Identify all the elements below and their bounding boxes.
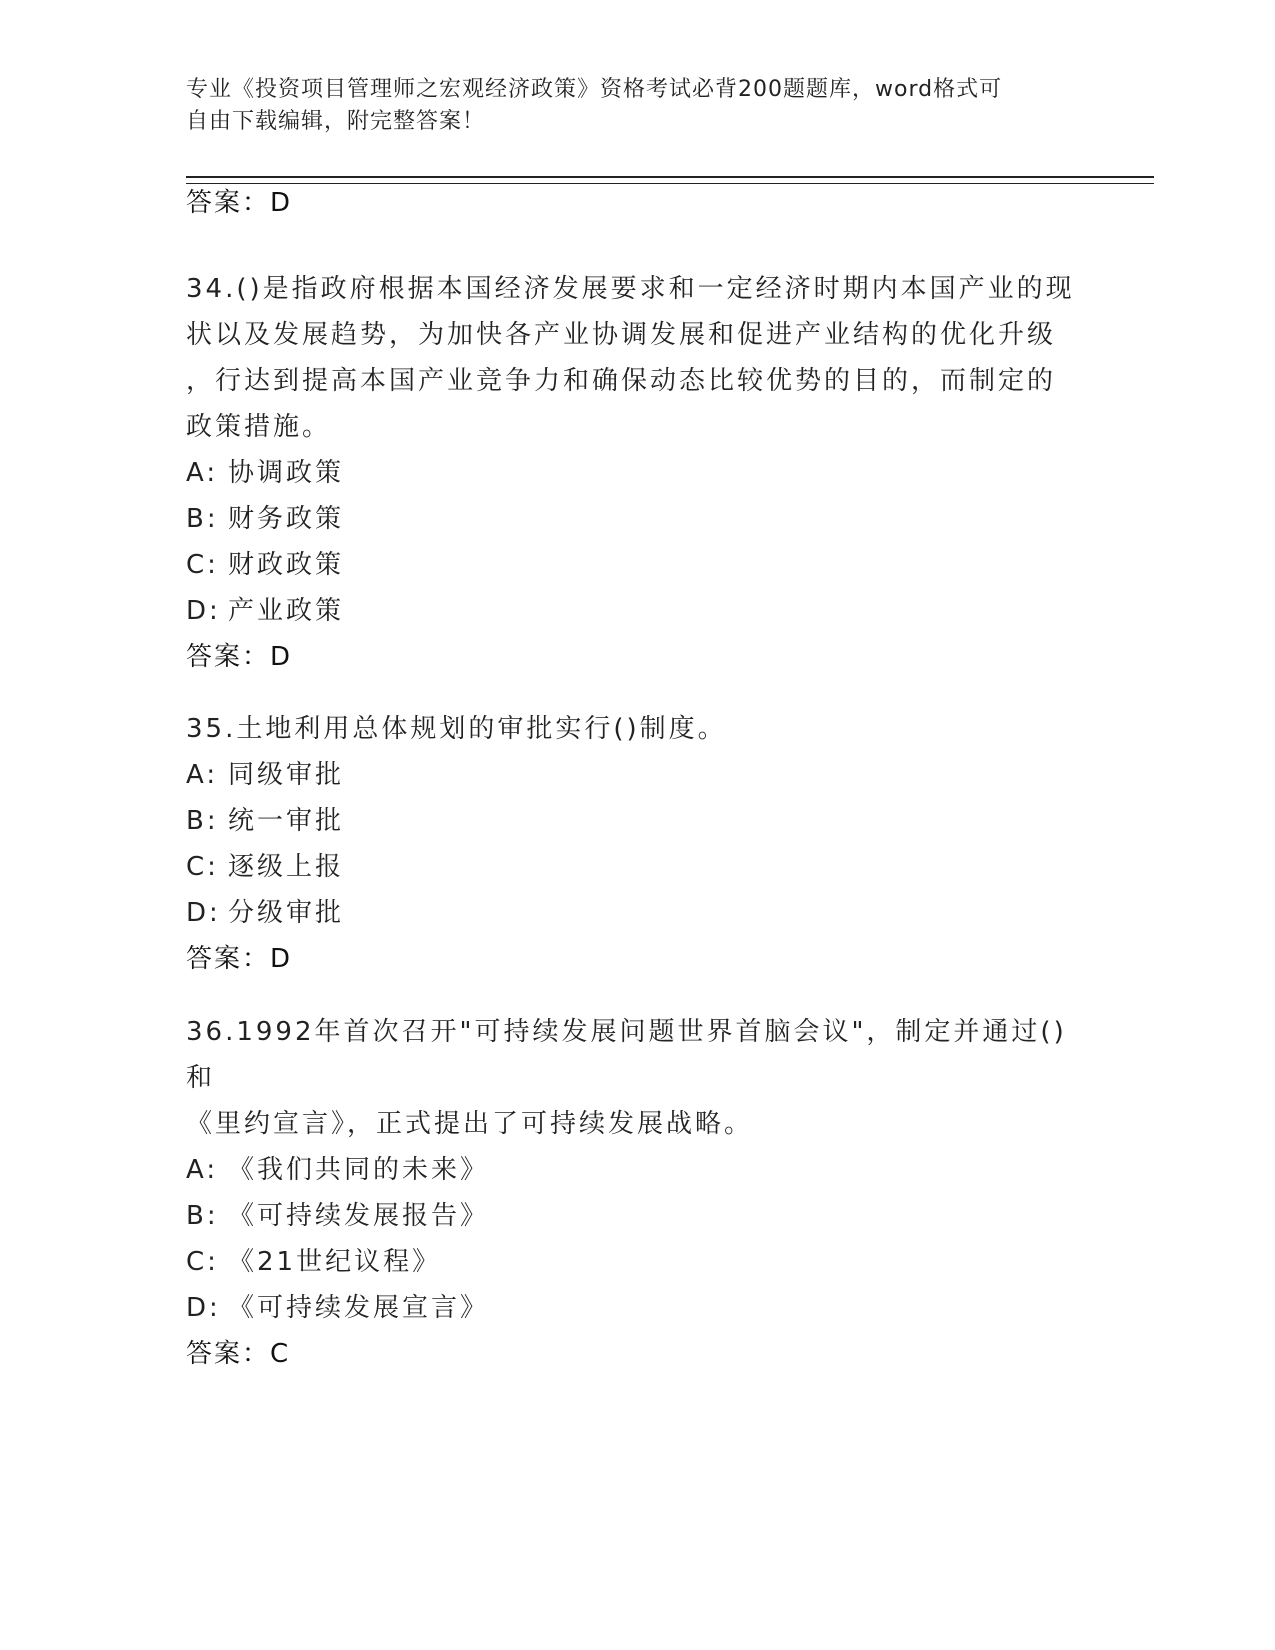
option-c xyxy=(186,844,1086,890)
option-text: 统一审批 xyxy=(228,806,345,836)
question-34 xyxy=(186,266,1086,680)
option-key: A: xyxy=(186,1155,219,1185)
option-c xyxy=(186,542,1086,588)
option-text: 同级审批 xyxy=(228,760,345,790)
previous-answer: 答案：D xyxy=(186,188,293,218)
header-line-1: 专业《投资项目管理师之宏观经济政策》资格考试必背200题题库，word格式可 xyxy=(186,77,1003,102)
document-header xyxy=(186,74,1086,138)
question-stem-line: 35.土地利用总体规划的审批实行()制度。 xyxy=(186,714,727,744)
option-key: C: xyxy=(186,1247,219,1277)
option-a xyxy=(186,450,1086,496)
option-key: C: xyxy=(186,852,219,882)
option-text: 逐级上报 xyxy=(228,852,345,882)
option-text: 《可持续发展报告》 xyxy=(228,1201,490,1231)
question-stem-line: 《里约宣言》，正式提出了可持续发展战略。 xyxy=(186,1109,754,1139)
option-text: 产业政策 xyxy=(228,596,345,626)
question-stem-line: 政策措施。 xyxy=(186,412,332,442)
option-b xyxy=(186,798,1086,844)
option-b xyxy=(186,496,1086,542)
question-stem-line: 状以及发展趋势，为加快各产业协调发展和促进产业结构的优化升级 xyxy=(186,320,1057,350)
option-key: D: xyxy=(186,596,221,626)
option-key: A: xyxy=(186,760,219,790)
option-a xyxy=(186,752,1086,798)
option-text: 《可持续发展宣言》 xyxy=(228,1293,490,1323)
option-key: B: xyxy=(186,806,219,836)
option-c xyxy=(186,1239,1086,1285)
question-stem-line: 34.()是指政府根据本国经济发展要求和一定经济时期内本国产业的现 xyxy=(186,274,1075,304)
option-text: 财政政策 xyxy=(228,550,345,580)
option-d xyxy=(186,588,1086,634)
question-35 xyxy=(186,706,1086,982)
option-key: D: xyxy=(186,898,221,928)
question-36 xyxy=(186,1009,1086,1377)
previous-answer-block xyxy=(186,180,1086,226)
option-key: B: xyxy=(186,1201,219,1231)
question-stem-line: ，行达到提高本国产业竞争力和确保动态比较优势的目的，而制定的 xyxy=(186,366,1057,396)
option-key: D: xyxy=(186,1293,221,1323)
answer-line: 答案：C xyxy=(186,1339,291,1369)
option-d xyxy=(186,1285,1086,1331)
question-stem-line: 36.1992年首次召开"可持续发展问题世界首脑会议"，制定并通过()和 xyxy=(186,1017,1067,1093)
option-text: 《21世纪议程》 xyxy=(228,1247,442,1277)
option-a xyxy=(186,1147,1086,1193)
answer-line: 答案：D xyxy=(186,642,293,672)
option-text: 财务政策 xyxy=(228,504,345,534)
option-text: 分级审批 xyxy=(228,898,345,928)
option-text: 协调政策 xyxy=(228,458,345,488)
option-key: B: xyxy=(186,504,219,534)
option-b xyxy=(186,1193,1086,1239)
option-d xyxy=(186,890,1086,936)
option-key: C: xyxy=(186,550,219,580)
option-key: A: xyxy=(186,458,219,488)
answer-line: 答案：D xyxy=(186,944,293,974)
option-text: 《我们共同的未来》 xyxy=(228,1155,490,1185)
header-line-2: 自由下载编辑，附完整答案！ xyxy=(186,109,486,134)
